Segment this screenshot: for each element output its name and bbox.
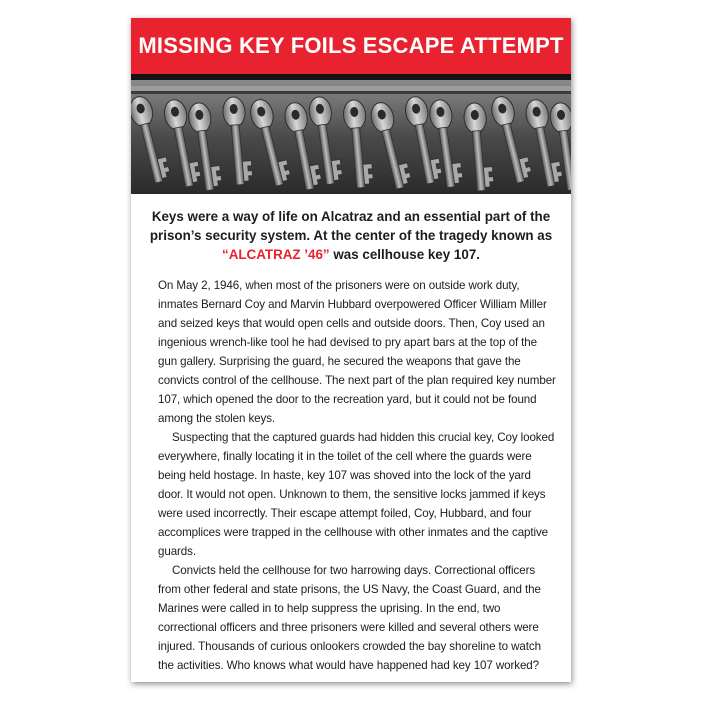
body-paragraph-1: On May 2, 1946, when most of the prisoners were on outside work duty, inmates Bernard Coy and Marvin Hubbard overpowered Officer William Miller and seized keys that would open cells and outside doors. Then, Coy used an ingenious wrench-like tool he had devised to pry apart bars at the top of the gun gallery. Surprising the guard, he secured the weapons that gave the convicts control of the cellhouse. The next part of the plan required key number 107, which opened the door to the recreation yard, but it could not be found among the stolen keys. <box>158 279 556 425</box>
intro-lead <box>147 207 555 264</box>
intro-text-1: Keys were a way of life on Alcatraz and an essential part of the prison’s security system. At the center of the tragedy known as <box>149 209 553 243</box>
intro-text-2: was cellhouse key 107. <box>329 247 480 262</box>
article-panel <box>131 18 571 682</box>
headline-bar <box>131 18 571 74</box>
headline: MISSING KEY FOILS ESCAPE ATTEMPT <box>138 33 564 58</box>
intro-highlight: “ALCATRAZ ’46” <box>222 247 330 262</box>
article-body <box>158 276 557 675</box>
body-paragraph-3: Convicts held the cellhouse for two harrowing days. Correctional officers from other federal and state prisons, the US Navy, the Coast Guard, and the Marines were called in to help suppress the uprising. In the end, two correctional officers and three prisoners were killed and several others were injured. Thousands of curious onlookers crowded the bay shoreline to watch the activities. Who knows what would have happened had key 107 worked? <box>158 564 541 672</box>
body-paragraph-2: Suspecting that the captured guards had hidden this crucial key, Coy looked everywhere, finally locating it in the toilet of the cell where the guards were being held hostage. In haste, key 107 was shoved into the lock of the yard door. It would not open. Unknown to them, the sensitive locks jammed if keys were used incorrectly. Their escape attempt foiled, Coy, Hubbard, and four accomplices were trapped in the cellhouse with other inmates and the captive guards. <box>158 431 555 558</box>
keys-photo <box>131 80 571 194</box>
keys-image <box>131 80 571 194</box>
